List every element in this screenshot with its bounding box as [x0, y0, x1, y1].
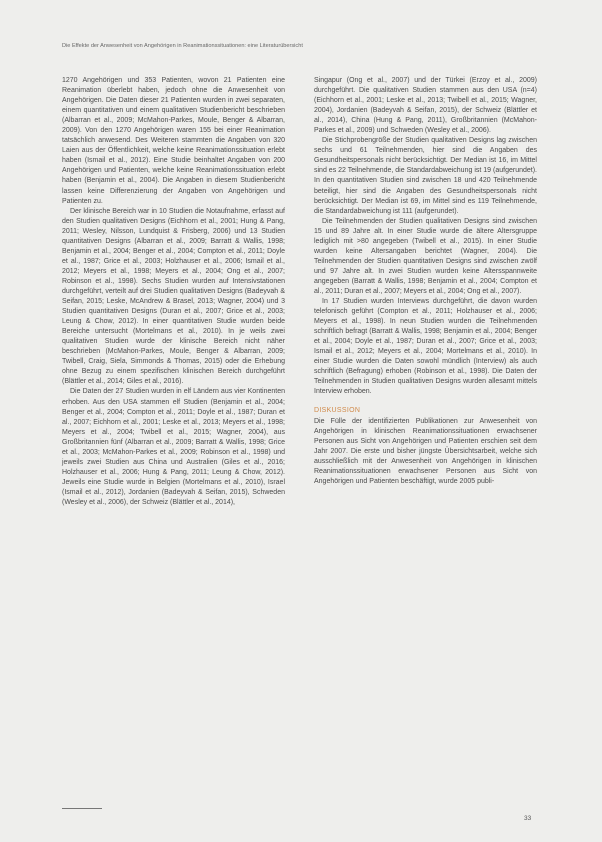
body-paragraph: In 17 Studien wurden Interviews durchgeführt, die davon wurden telefonisch geführt (Compton et al., 2011; Holzhauser et al., 2006; Meyers et al., 1998). In neun Studien wurden die Teilnehmenden schriftlich befragt (Barratt & Wallis, 1998; Benjamin et al., 2004; Benger et al., 2004; Doyle et al., 1987; Duran et al., 2007; Grice et al., 2003; Ismail et al., 2012; Meyers et al., 2004; Mortelmans et al., 2010). In einer Studie wurden die Daten sowohl mündlich (Interview) als auch schriftlich (Befragung) erhoben (Robinson et al., 1998). Die Daten der Teilnehmenden in Studien qualitativen Designs wurden allesamt mittels Interview erhoben.: [314, 298, 537, 396]
body-paragraph: Die Stichprobengröße der Studien qualitativen Designs lag zwischen sechs und 61 Teilnehmenden, hier sind die Angaben des Gesundheitspersonals nicht berücksichtigt. Der Median ist 16, im Mittel sind es 22 Teilnehmende, die Standardabweichung ist 19 (aufgerundet). In den quantitativen Studien sind zwischen 18 und 420 Teilnehmende beteiligt, hier sind die Angaben des Gesundheitspersonals nicht berücksichtigt. Der Median ist 69, im Mittel sind es 119 Teilnehmende, die Standardabweichung ist 111 (aufgerundet).: [314, 137, 537, 215]
right-column: [314, 76, 537, 487]
running-header: Die Effekte der Anwesenheit von Angehörigen in Reanimationssituationen: eine Literaturübersicht: [62, 43, 303, 49]
body-paragraph: 1270 Angehörigen und 353 Patienten, wovon 21 Patienten eine Reanimation überlebt haben, jedoch ohne die Anwesenheit von Angehörigen. Die Daten dieser 21 Patienten wurden in zwei separaten, einem quantitativen und einem qualitativen Studienbericht beschrieben (Albarran et al., 2009; McMahon-Parkes, Moule, Benger & Albarran, 2009). Von den 1270 Angehörigen waren 155 bei einer Reanimation tatsächlich anwesend. Des Weiteren stammten die Angaben von 320 Laien aus der Öffentlichkeit, welche keine Reanimationssituation erlebt haben (Ismail et al., 2012). Eine Studie beinhaltet Angaben von 200 Angehörigen und Patienten, welche keine Reanimationssituation erlebt haben (Benjamin et al., 2004). Die Angaben in diesem Studienbericht lassen keine Differenzierung der Angaben von Angehörigen und Patienten zu.: [62, 77, 285, 205]
body-paragraph: Der klinische Bereich war in 10 Studien die Notaufnahme, erfasst auf den Studien qualitativen Designs (Eichhorn et al., 2001; Hung & Pang, 2011; Wesley, Nilsson, Lundquist & Frisberg, 2006) und 13 Studien quantitativen Designs (Albarran et al., 2009; Barratt & Wallis, 1998; Benjamin et al., 2004; Benger et al., 2004; Compton et al., 2011; Doyle et al., 1987; Grice et al., 2003; Holzhauser et al., 2006; Ismail et al., 2012; Meyers et al., 1998; Meyers et al., 2004; Ong et al., 2007; Robinson et al., 1998). Sechs Studien wurden auf Intensivstationen durchgeführt, verteilt auf drei Studien qualitativen Designs (Badeyvah & Seifan, 2015; Leske, McAndrew & Brasel, 2013; Wagner, 2004) und 3 Studien quantitativen Designs (Duran et al., 2007; Grice et al., 2003; Leung & Chow, 2012). In einer quantitativen Studie wurden beide Bereiche untersucht (Mortelmans et al., 2010). In je weils zwei qualitativen Studien wurde der klinische Bereich nicht näher beschrieben (McMahon-Parkes, Moule, Benger & Albarran, 2009; Twibell, Craig, Siela, Simmonds & Thomas, 2015) oder die Erhebung ohne Bezug zu einem spezifischen klinischen Bereich durchgeführt (Blättler et al., 2014; Giles et al., 2016).: [62, 207, 285, 386]
footer-rule: [62, 808, 102, 809]
page-number: 33: [524, 815, 532, 822]
body-paragraph: Singapur (Ong et al., 2007) und der Türkei (Erzoy et al., 2009) durchgeführt. Die qualitativen Studien stammen aus den USA (n=4) (Eichhorn et al., 2001; Leske et al., 2013; Twibell et al., 2015; Wagner, 2004), Jordanien (Badeyvah & Seifan, 2015), der Schweiz (Blättler et al., 2014), China (Hung & Pang, 2011), Großbritannien (McMahon-Parkes et al., 2009) und Schweden (Wesley et al., 2006).: [314, 77, 537, 135]
left-column: [62, 76, 285, 508]
body-paragraph: Die Teilnehmenden der Studien qualitativen Designs sind zwischen 15 und 89 Jahre alt. In einer Studie wurde die ältere Altersgruppe lediglich mit >80 angegeben (Twibell et al., 2015). In einer Studie wurden keine Altersangaben berichtet (Wagner, 2004). Die Teilnehmenden der Studien quantitativen Designs sind zwischen zwölf und 97 Jahre alt. In zwei Studien wurden keine Altersspannweite angegeben (Barratt & Wallis, 1998; Benjamin et al., 2004; Compton et al., 2011; Duran et al., 2007; Meyers et al., 2004; Ong et al., 2007).: [314, 217, 537, 295]
body-paragraph: Die Fülle der identifizierten Publikationen zur Anwesenheit von Angehörigen in klinischen Reanimationssituationen erwachsener Personen aus Sicht von Angehörigen und Patienten erschien seit dem Jahr 2007. Die erste und bisher jüngste Übersichtsarbeit, welche sich ausschließlich mit der Anwesenheit von Angehörigen in klinischen Reanimationssituationen erwachsener Personen aus Sicht von Angehörigen und Patienten beschäftigt, wurde 2005 publi-: [314, 417, 537, 485]
body-paragraph: Die Daten der 27 Studien wurden in elf Ländern aus vier Kontinenten erhoben. Aus den USA stammen elf Studien (Benjamin et al., 2004; Benger et al., 2004; Compton et al., 2011; Doyle et al., 1987; Duran et al., 2007; Eichhorn et al., 2001; Leske et al., 2013; Meyers et al., 1998; Meyers et al., 2004; Twibell et al., 2015; Wagner, 2004), aus Großbritannien fünf (Albarran et al., 2009; Barratt & Wallis, 1998; Grice et al., 2003; McMahon-Parkes et al., 2009; Robinson et al., 1998) und jeweils zwei Studien aus China und Australien (Giles et al., 2016; Holzhauser et al., 2006; Hung & Pang, 2011; Leung & Chow, 2012). Jeweils eine Studie wurde in Belgien (Mortelmans et al., 2010), Israel (Ismail et al., 2012), Jordanien (Badeyvah & Seifan, 2015), Schweden (Wesley et al., 2006), der Schweiz (Blättler et al., 2014),: [62, 388, 285, 506]
section-heading-discussion: DISKUSSION: [314, 406, 361, 414]
